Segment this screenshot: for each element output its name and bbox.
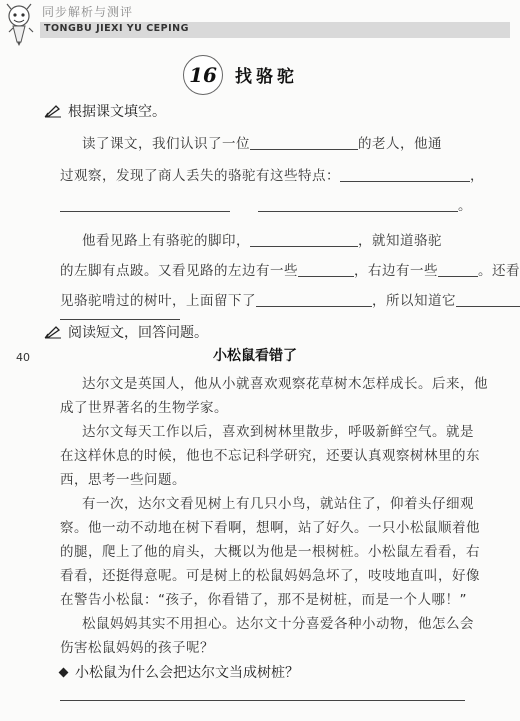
fill-line-5 (60, 259, 520, 279)
section-heading-reading (44, 322, 208, 342)
story-title: 小松鼠看错了 (213, 348, 297, 364)
story-line: 松鼠妈妈其实不用担心。达尔文十分喜爱各种小动物，他怎么会 (82, 616, 474, 632)
fill-line-text: 。 (458, 198, 472, 214)
answer-blank[interactable] (60, 319, 180, 320)
story-line: 成了世界著名的生物学家。 (60, 400, 228, 416)
fill-line-text: 读了课文，我们认识了一位 (82, 136, 250, 152)
answer-blank[interactable] (60, 197, 230, 212)
story-line: 看看，还挺得意呢。可是树上的松鼠妈妈急坏了，吱吱地直叫，好像 (60, 568, 480, 584)
fill-line-1 (82, 132, 442, 152)
section-heading-fill-blanks (44, 101, 166, 121)
fill-line-6 (60, 289, 520, 309)
pen-writing-icon (44, 325, 62, 339)
diamond-bullet-icon (59, 668, 69, 678)
story-line: 西，思考一些问题。 (60, 472, 186, 488)
fill-line-3 (60, 194, 472, 214)
series-name-cn: 同步解析与测评 (42, 5, 134, 19)
answer-blank[interactable] (456, 292, 520, 307)
lesson-title: 找骆驼 (235, 67, 298, 87)
story-line: 察。他一动不动地在树下看啊，想啊，站了好久。一只小松鼠顺着他 (60, 520, 480, 536)
answer-line[interactable] (60, 700, 465, 701)
story-line: 达尔文每天工作以后，喜欢到树林里散步，呼吸新鲜空气。就是 (82, 424, 474, 440)
answer-blank[interactable] (438, 262, 478, 277)
section1-heading-text: 根据课文填空。 (68, 104, 166, 120)
answer-blank[interactable] (256, 292, 372, 307)
fill-line-text: 的左脚有点跛。又看见路的左边有一些 (60, 263, 298, 279)
fill-line-text: 见骆驼啃过的树叶，上面留下了 (60, 293, 256, 309)
question (60, 662, 299, 682)
answer-blank[interactable] (340, 167, 470, 182)
answer-blank[interactable] (258, 197, 458, 212)
fill-line-text: 他看见路上有骆驼的脚印， (82, 233, 250, 249)
pen-writing-icon (44, 104, 62, 118)
page-number: 40 (16, 351, 30, 364)
section2-heading-text: 阅读短文，回答问题。 (68, 325, 208, 341)
story-line: 伤害松鼠妈妈的孩子呢？ (60, 640, 214, 656)
fill-line-text: 。还看 (478, 263, 520, 279)
lesson-number: 16 (183, 55, 223, 95)
page-header (0, 0, 510, 48)
fill-line-text: 的老人，他通 (358, 136, 442, 152)
story-line: 在警告小松鼠：“孩子，你看错了，那不是树桩，而是一个人哪！” (60, 592, 467, 608)
answer-blank[interactable] (250, 232, 358, 247)
fill-line-text: ，所以知道它 (372, 293, 456, 309)
answer-blank[interactable] (250, 135, 358, 150)
fill-line-text: 过观察，发现了商人丢失的骆驼有这些特点： (60, 168, 340, 184)
fill-line-text: ， (470, 168, 484, 184)
fill-line-2 (60, 164, 484, 184)
answer-blank[interactable] (298, 262, 354, 277)
series-name-en: TONGBU JIEXI YU CEPING (44, 23, 189, 34)
question-text: 小松鼠为什么会把达尔文当成树桩？ (75, 665, 299, 681)
story-line: 的腿，爬上了他的肩头，大概以为他是一根树桩。小松鼠左看看，右 (60, 544, 480, 560)
story-line: 达尔文是英国人，他从小就喜欢观察花草树木怎样成长。后来，他 (82, 376, 488, 392)
fill-line-4 (82, 229, 442, 249)
pencil-mascot-icon (3, 2, 39, 46)
fill-line-text: ，右边有一些 (354, 263, 438, 279)
fill-line-text: ，就知道骆驼 (358, 233, 442, 249)
story-line: 在这样休息的时候，他也不忘记科学研究，还要认真观察树林里的东 (60, 448, 480, 464)
story-line: 有一次，达尔文看见树上有几只小鸟，就站住了，仰着头仔细观 (82, 496, 474, 512)
